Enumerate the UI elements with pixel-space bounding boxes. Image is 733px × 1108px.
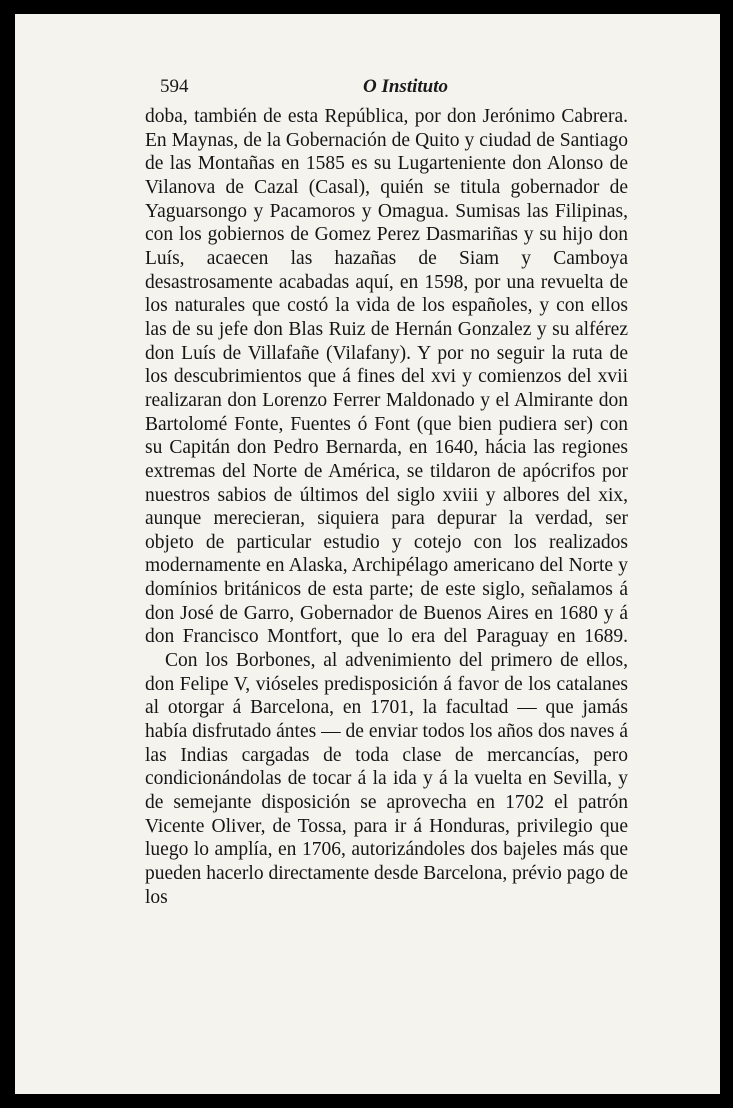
running-title: O Instituto <box>363 76 449 97</box>
paragraph-1: doba, también de esta República, por don Jerónimo Cabrera. En Maynas, de la Gobernación de Quito y ciudad de Santiago de las Montañas en 1585 es su Lugarteniente don Alonso de Vilanova de Cazal (Casal), quién se titula gobernador de Yaguarsongo y Pacamoros y Omagua. Sumisas las Filipinas, con los gobiernos de Gomez Perez Dasmariñas y su hijo don Luís, acaecen las hazañas de Siam y Camboya desastrosamente acabadas aquí, en 1598, por una revuelta de los naturales que costó la vida de los españoles, y con ellos las de su jefe don Blas Ruiz de Hernán Gonzalez y su alférez don Luís de Villafañe (Vilafany). Y por no seguir la ruta de los descubrimientos que á fines del xvi y comienzos del xvii realizaran don Lorenzo Ferrer Maldonado y el Almirante don Bartolomé Fonte, Fuentes ó Font (que bien pudiera ser) con su Capitán don Pedro Bernarda, en 1640, hácia las regiones extremas del Norte de América, se tildaron de apócrifos por nuestros sabios de últimos del siglo xviii y albores del xix, aunque merecieran, siquiera para depurar la verdad, ser objeto de particular estudio y cotejo con los realizados modernamente en Alaska, Archipélago americano del Norte y domínios británicos de esta parte; de este siglo, señalamos á don José de Garro, Gobernador de Buenos Aires en 1680 y á don Francisco Montfort, que lo era del Paraguay en 1689. <box>145 106 628 648</box>
running-header <box>160 76 643 102</box>
paragraph-2: Con los Borbones, al advenimiento del primero de ellos, don Felipe V, vióseles predisposición á favor de los catalanes al otorgar á Barcelona, en 1701, la facultad — que jamás había disfrutado ántes — de enviar todos los años dos naves á las Indias cargadas de toda clase de mercancías, pero condicionándolas de tocar á la ida y á la vuelta en Sevilla, y de semejante disposición se aprovecha en 1702 el patrón Vicente Oliver, de Tossa, para ir á Honduras, privilegio que luego lo amplía, en 1706, autorizándoles dos bajeles más que pueden hacerlo directamente desde Barcelona, prévio pago de los <box>145 650 628 908</box>
body-text <box>145 105 628 909</box>
page-number: 594 <box>160 76 189 97</box>
